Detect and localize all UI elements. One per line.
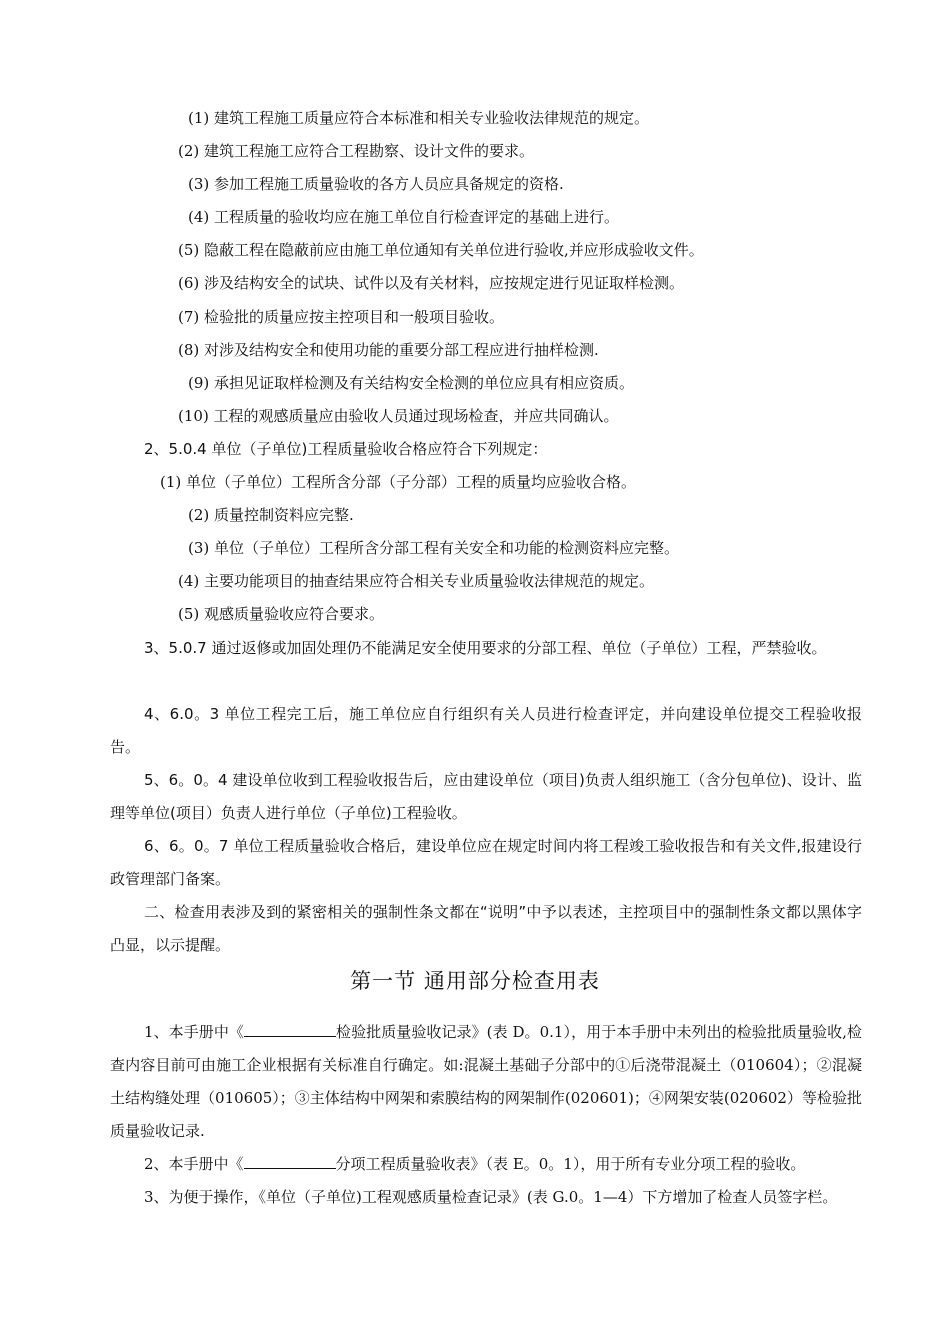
list-item: (5) 观感质量验收应符合要求。 [178,605,385,623]
list-item: (2) 建筑工程施工应符合工程勘察、设计文件的要求。 [178,142,535,160]
note-paragraph [110,1148,862,1181]
list-item: (2) 质量控制资料应完整. [188,506,354,524]
list-item: (4) 工程质量的验收均应在施工单位自行检查评定的基础上进行。 [188,208,620,226]
list-item: (1) 建筑工程施工质量应符合本标准和相关专业验收法律规范的规定。 [188,109,650,127]
list-item: (8) 对涉及结构安全和使用功能的重要分部工程应进行抽样检测. [178,341,599,359]
note-paragraph: 3、为便于操作，《单位（子单位)工程观感质量检查记录》(表 G.0。1—4）下方增加了检查人员签字栏。 [144,1188,838,1206]
paragraph: 6、6。0。7 单位工程质量验收合格后，建设单位应在规定时间内将工程竣工验收报告和有关文件,报建设行政管理部门备案。 [110,837,862,888]
list-item: (5) 隐蔽工程在隐蔽前应由施工单位通知有关单位进行验收,并应形成验收文件。 [178,241,704,259]
paragraph: 4、6.0。3 单位工程完工后，施工单位应自行组织有关人员进行检查评定，并向建设单位提交工程验收报告。 [110,705,862,756]
blank-line [244,1154,336,1169]
note-prefix: 2、本手册中《 [144,1155,244,1173]
list-item: (3) 参加工程施工质量验收的各方人员应具备规定的资格. [188,175,564,193]
paragraph: 5、6。0。4 建设单位收到工程验收报告后，应由建设单位（项目)负责人组织施工（含分包单位)、设计、监理等单位(项目）负责人进行单位（子单位)工程验收。 [110,771,862,822]
list-item: (4) 主要功能项目的抽查结果应符合相关专业质量验收法律规范的规定。 [178,572,655,590]
list-item: (3) 单位（子单位）工程所含分部工程有关安全和功能的检测资料应完整。 [188,539,680,557]
paragraph: 3、5.0.7 通过返修或加固处理仍不能满足安全使用要求的分部工程、单位（子单位）工程，严禁验收。 [144,639,827,657]
list-item: (6) 涉及结构安全的试块、试件以及有关材料，应按规定进行见证取样检测。 [178,274,685,292]
item-2-title: 2、5.0.4 单位（子单位)工程质量验收合格应符合下列规定： [144,440,548,458]
list-item: (10) 工程的观感质量应由验收人员通过现场检查，并应共同确认。 [178,407,619,425]
blank-line [244,1022,336,1037]
note-paragraph [110,1016,862,1148]
list-item: (9) 承担见证取样检测及有关结构安全检测的单位应具有相应资质。 [188,374,635,392]
note-text: 分项工程质量验收表》（表 E。0。1），用于所有专业分项工程的验收。 [335,1155,806,1173]
list-item: (7) 检验批的质量应按主控项目和一般项目验收。 [178,308,505,326]
list-item: (1) 单位（子单位）工程所含分部（子分部）工程的质量均应验收合格。 [160,473,637,491]
paragraph: 二、检查用表涉及到的紧密相关的强制性条文都在“说明”中予以表述，主控项目中的强制性条文都以黑体字凸显，以示提醒。 [110,903,862,954]
section-heading: 第一节 通用部分检查用表 [350,969,600,993]
note-prefix: 1、本手册中《 [144,1023,244,1041]
note-text: 检验批质量验收记录》(表 D。0.1），用于本手册中未列出的检验批质量验收,检查内容目前可由施工企业根据有关标准自行确定。如:混凝土基础子分部中的①后浇带混凝土（010604）；②混凝土结构缝处理（010605）；③主体结构中网架和索膜结构的网架制作(020601)；④网架安装(020602）等检验批质量验收记录. [110,1023,863,1140]
